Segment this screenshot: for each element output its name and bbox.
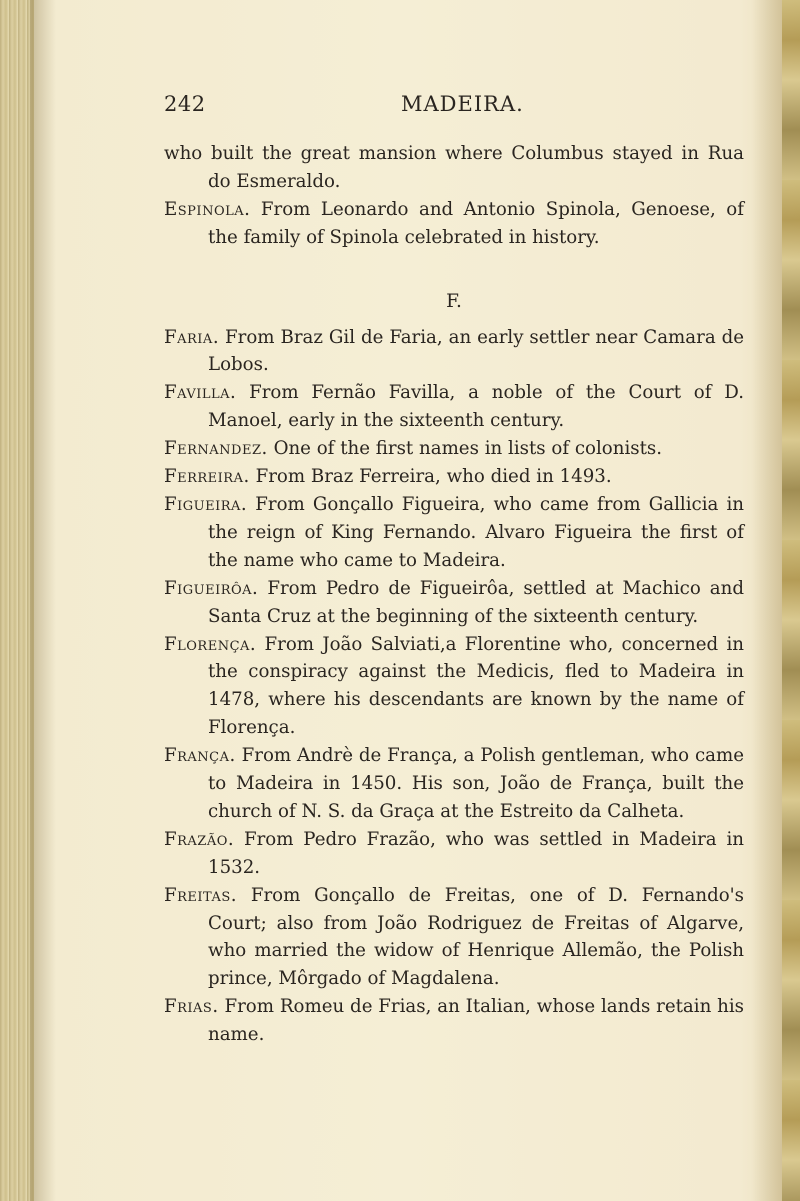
- page-header: [164, 92, 744, 122]
- entry-ferreira: [164, 463, 744, 491]
- entry-term: Faria.: [164, 326, 220, 348]
- entry-term: Fernandez.: [164, 438, 268, 460]
- entry-term: Florença.: [164, 633, 257, 655]
- entry-term: Frazão.: [164, 828, 235, 850]
- page-number: 242: [164, 92, 206, 116]
- binding-shadow: [30, 0, 56, 1201]
- entry-term: Freitas.: [164, 884, 238, 906]
- section-letter-heading: F.: [446, 290, 462, 312]
- entry-frazao: [164, 826, 744, 882]
- fore-edge-shadow: [752, 0, 782, 1201]
- entry-term: Ferreira.: [164, 466, 250, 488]
- running-head: MADEIRA.: [401, 92, 524, 116]
- entry-text: From Pedro Frazão, who was settled in Madeira in 1532.: [208, 828, 744, 878]
- entry-favilla: [164, 379, 744, 435]
- entry-espinola: [164, 196, 744, 252]
- entry-franca: [164, 742, 744, 826]
- entry-term: Espinola.: [164, 198, 251, 220]
- entry-term: Figueirôa.: [164, 577, 259, 599]
- entry-text: From Andrè de França, a Polish gentleman, who came to Madeira in 1450. His son, João de França, built the church of N. S. da Graça at the Estreito da Calheta.: [208, 745, 744, 822]
- entry-term: Favilla.: [164, 382, 237, 404]
- entry-text: From Leonardo and Antonio Spinola, Genoese, of the family of Spinola celebrated in history.: [208, 198, 744, 248]
- entry-figueira: [164, 491, 744, 575]
- entry-text: One of the first names in lists of colonists.: [273, 438, 663, 460]
- entry-frias: [164, 993, 744, 1049]
- entry-text: From Braz Ferreira, who died in 1493.: [255, 466, 612, 488]
- entry-text: From Braz Gil de Faria, an early settler near Camara de Lobos.: [208, 326, 744, 376]
- entry-term: França.: [164, 745, 236, 767]
- page-body: [164, 140, 744, 1049]
- entry-text: From Gonçallo Figueira, who came from Gallicia in the reign of King Fernando. Alvaro Figueira the first of the name who came to Madeira.: [208, 493, 744, 571]
- entry-text: From Romeu de Frias, an Italian, whose lands retain his name.: [208, 996, 744, 1046]
- fore-edge: [782, 0, 800, 1201]
- entry-term: Figueira.: [164, 493, 248, 515]
- entry-text: From João Salviati,a Florentine who, concerned in the conspiracy against the Medicis, fled to Madeira in 1478, where his descendants are known by the name of Florença.: [208, 633, 744, 739]
- continuation-paragraph: [164, 140, 744, 196]
- entry-text: From Fernão Favilla, a noble of the Court of D. Manoel, early in the sixteenth century.: [208, 382, 744, 432]
- entry-text: From Gonçallo de Freitas, one of D. Fernando's Court; also from João Rodriguez de Freitas of Algarve, who married the widow of Henrique Allemão, the Polish prince, Môrgado of Magdalena.: [208, 884, 744, 990]
- continuation-text: who built the great mansion where Columbus stayed in Rua do Esmeraldo.: [164, 143, 744, 192]
- entry-fernandez: [164, 435, 744, 463]
- entry-figueiroa: [164, 575, 744, 631]
- entry-term: Frias.: [164, 996, 219, 1018]
- entry-text: From Pedro de Figueirôa, settled at Machico and Santa Cruz at the beginning of the sixteenth century.: [208, 577, 744, 627]
- entry-faria: [164, 324, 744, 380]
- book-binding: [0, 0, 34, 1201]
- entry-florenca: [164, 631, 744, 743]
- entry-freitas: [164, 882, 744, 994]
